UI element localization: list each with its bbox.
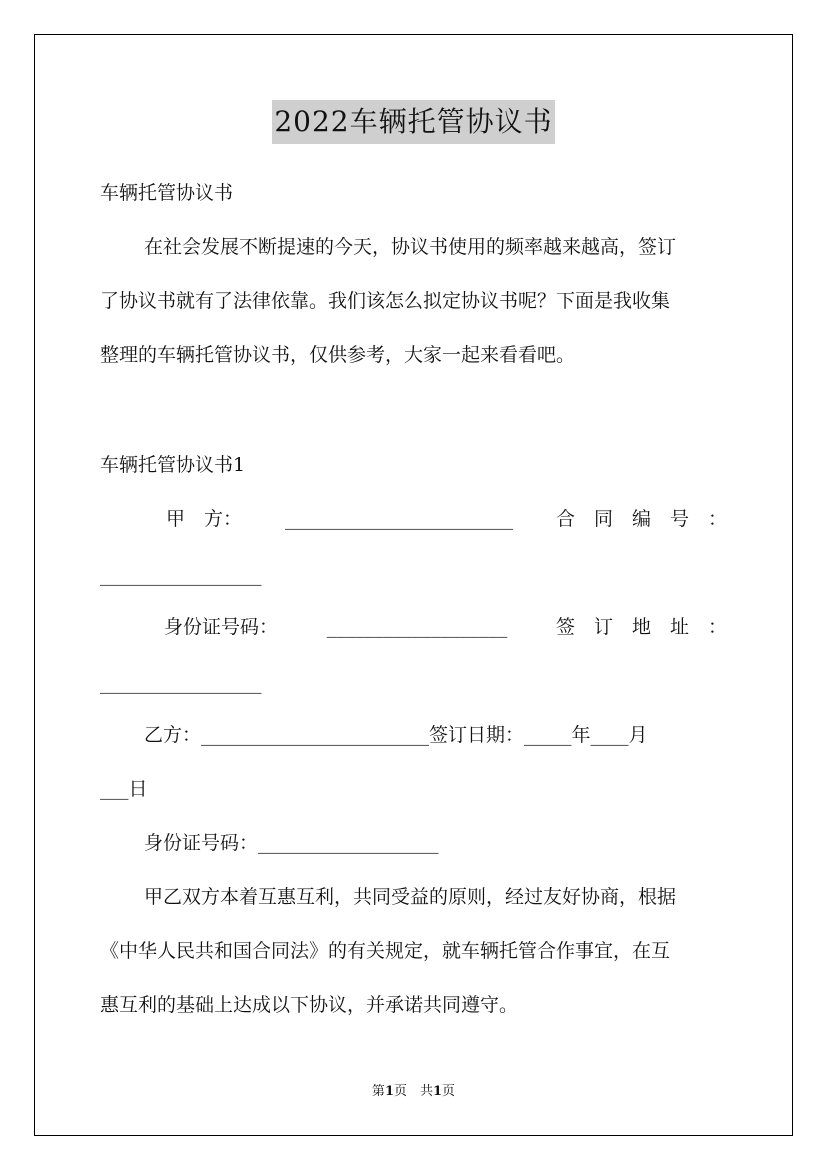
intro-text-2: 了协议书就有了法律依靠。我们该怎么拟定协议书呢？下面是我收集 — [100, 290, 671, 312]
party-b-row: 乙方：________________________签订日期：_____年____月 — [144, 724, 648, 746]
intro-line-2 — [100, 286, 727, 316]
footer-page-suffix: 页 共 — [393, 1084, 433, 1099]
contract-no-blank: _________________ — [100, 564, 262, 586]
contract-no-label: 合 同 编 号 ： — [555, 508, 727, 530]
sign-day: ___日 — [100, 778, 148, 800]
section1-title: 车辆托管协议书1 — [100, 454, 246, 476]
footer-total-suffix: 页 — [442, 1084, 456, 1099]
page-footer — [0, 1082, 827, 1102]
party-a-row — [166, 504, 727, 534]
id-a-label: 身份证号码： — [164, 616, 279, 638]
intro-line-1 — [144, 232, 727, 262]
footer-total-pages: 1 — [433, 1084, 443, 1099]
intro-text-1: 在社会发展不断提速的今天，协议书使用的频率越来越高，签订 — [144, 236, 677, 258]
body-line-3: 惠互利的基础上达成以下协议，并承诺共同遵守。 — [100, 994, 519, 1016]
footer-prefix: 第 — [371, 1084, 385, 1099]
body-text-1: 甲乙双方本着互惠互利，共同受益的原则，经过友好协商，根据 — [144, 886, 677, 908]
id-a-row — [164, 612, 727, 642]
document-title: 2022车辆托管协议书 — [272, 100, 554, 144]
party-a-label: 甲 方： — [166, 508, 243, 530]
id-b-row: 身份证号码：___________________ — [144, 832, 439, 854]
body-text-2: 《中华人民共和国合同法》的有关规定，就车辆托管合作事宜，在互 — [100, 940, 671, 962]
intro-line-3: 整理的车辆托管协议书，仅供参考，大家一起来看看吧。 — [100, 344, 576, 366]
footer-page-number: 1 — [384, 1084, 394, 1099]
sign-place-label: 签 订 地 址 ： — [555, 616, 727, 638]
body-line-2 — [100, 936, 727, 966]
body-line-1 — [144, 882, 727, 912]
title-container — [0, 100, 827, 144]
sign-place-blank: _________________ — [100, 672, 262, 694]
subtitle: 车辆托管协议书 — [100, 182, 234, 204]
party-a-blank: ________________________ — [285, 508, 513, 530]
id-a-blank: ___________________ — [326, 616, 508, 638]
